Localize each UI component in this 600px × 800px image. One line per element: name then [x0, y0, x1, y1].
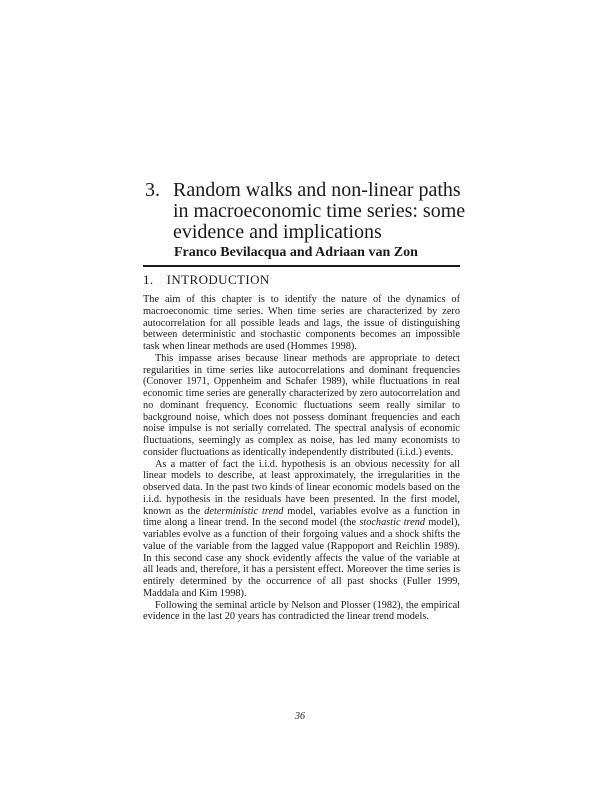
section-title: INTRODUCTION — [166, 272, 270, 287]
section-number: 1. — [143, 272, 154, 287]
chapter-authors: Franco Bevilacqua and Adriaan van Zon — [174, 245, 418, 260]
paragraph-4: Following the seminal article by Nelson and Plosser (1982), the empirical evidence in the last 20 years has contradicted the linear trend models. — [143, 599, 460, 623]
chapter-title: Random walks and non-linear paths in macroeconomic time series: some evidence and implications — [173, 179, 466, 243]
deterministic-trend-term: deterministic trend — [204, 505, 284, 517]
paragraph-3-part-3: model), variables evolve as a function of their forgoing values and a shock shifts the value of the variable from the lagged value (Rappoport and Reichlin 1989). In this second case any shock evidently affects the value of the variable at all leads and, therefore, it has a persistent effect. Moreover the time series is entirely determined by the occurrence of all past shocks (Fuller 1999, Maddala and Kim 1998). — [143, 517, 460, 599]
paragraph-3 — [143, 459, 460, 600]
paragraph-3-part-2: model, variables evolve as a function in time along a linear trend. In the second model (the — [143, 505, 460, 529]
body-text — [143, 294, 460, 623]
chapter-heading — [145, 180, 475, 243]
paragraph-3-part-1: As a matter of fact the i.i.d. hypothesis is an obvious necessity for all linear models to describe, at least approximately, the irregularities in the observed data. In the past two kinds of linear economic models based on the i.i.d. hypothesis in the residuals have been presented. In the first model, known as the — [143, 458, 460, 517]
section-heading — [143, 272, 270, 288]
paragraph-2: This impasse arises because linear methods are appropriate to detect regularities in time series like autocorrelations and dominant frequencies (Conover 1971, Oppenheim and Schafer 1989), while fluctuations in real economic time series are generally characterized by zero autocorrelation and no dominant frequency. Economic fluctuations seem really similar to background noise, which does not possess dominant frequencies and each noise impulse is not serially correlated. The spectral analysis of economic fluctuations, seemingly as complex as noise, has led many economists to consider fluctuations as identically independently distributed (i.i.d.) events. — [143, 352, 460, 458]
stochastic-trend-term: stochastic trend — [359, 517, 426, 529]
chapter-number: 3. — [145, 179, 160, 201]
paragraph-1: The aim of this chapter is to identify the nature of the dynamics of macroeconomic time series. When time series are characterized by zero autocorrelation for all possible leads and lags, the issue of distinguishing between deterministic and stochastic components becomes an impossible task when linear methods are used (Hommes 1998). — [143, 294, 460, 352]
page-number: 36 — [295, 711, 305, 722]
heading-rule — [143, 265, 460, 267]
